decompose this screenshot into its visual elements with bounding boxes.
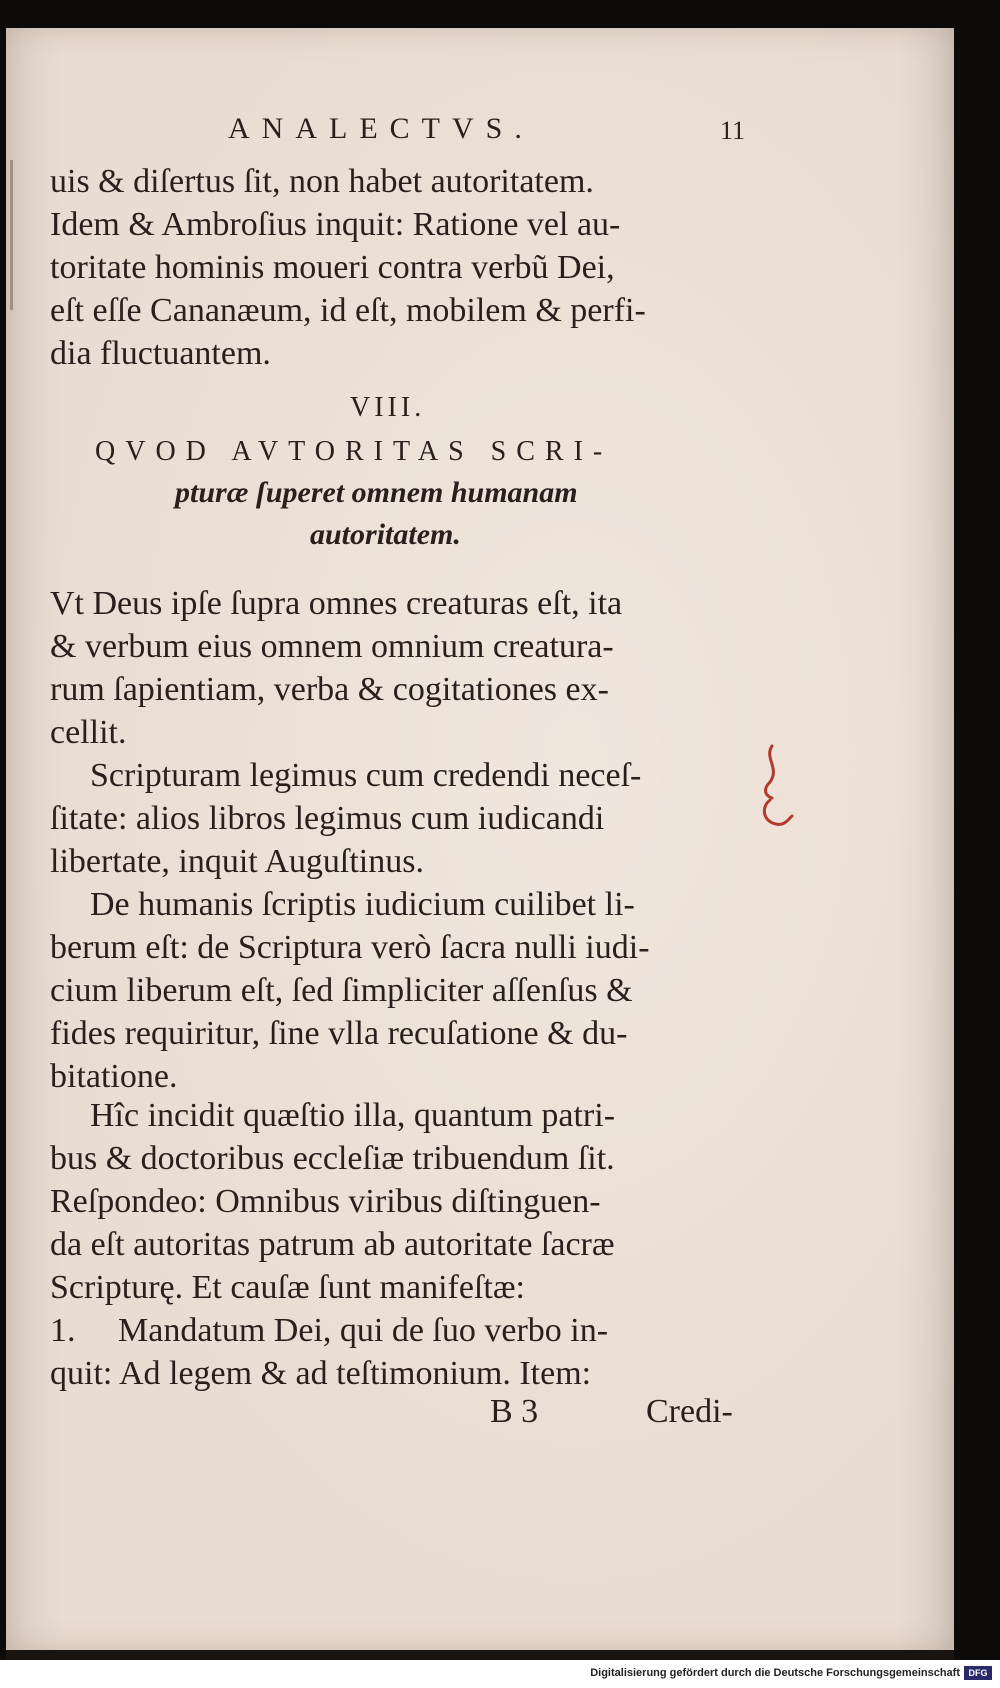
handwritten-bracket-mark: [758, 738, 798, 843]
binding-shadow: [10, 160, 13, 310]
page-edge: [6, 1650, 954, 1660]
text-line: Reſpondeo: Omnibus viribus diſtinguen-: [50, 1183, 601, 1220]
text-block-1: [50, 160, 750, 375]
text-line: fides requiritur, ſine vlla recuſatione & du-: [50, 1015, 628, 1052]
text-line: libertate, inquit Auguſtinus.: [50, 843, 424, 880]
folio-number: 11: [720, 116, 746, 145]
text-line: dia fluctuantem.: [50, 335, 271, 372]
text-line: Scripturam legimus cum credendi neceſ-: [90, 757, 642, 794]
signature-mark: B 3: [490, 1393, 539, 1430]
chapter-number: VIII.: [350, 392, 426, 423]
running-head: ANALECTVS.: [228, 112, 534, 145]
text-line: ſitate: alios libros legimus cum iudicandi: [50, 800, 605, 837]
chapter-subtitle: pturæ ſuperet omnem humanam: [175, 476, 578, 509]
text-block-5: [50, 1094, 750, 1395]
catchword: Credi-: [646, 1393, 733, 1430]
dfg-logo: DFG: [964, 1666, 992, 1680]
text-line: bitatione.: [50, 1058, 178, 1095]
text-line: cium liberum eſt, ſed ſimpliciter aſſenſus &: [50, 972, 633, 1009]
text-line: & verbum eius omnem omnium creatura-: [50, 628, 614, 665]
text-block-2: [50, 582, 750, 754]
text-line: De humanis ſcriptis iudicium cuilibet li-: [90, 886, 635, 923]
text-line: Vt Deus ipſe ſupra omnes creaturas eſt, ita: [50, 585, 623, 622]
text-block-4: [50, 883, 750, 1098]
text-line: Hîc incidit quæſtio illa, quantum patri-: [90, 1097, 616, 1134]
chapter-subtitle: autoritatem.: [310, 518, 461, 551]
text-line: Idem & Ambroſius inquit: Ratione vel au-: [50, 206, 621, 243]
text-line: Scripturę. Et cauſæ ſunt manifeſtæ:: [50, 1269, 525, 1306]
text-line: bus & doctoribus eccleſiæ tribuendum ſit.: [50, 1140, 615, 1177]
chapter-title: QVOD AVTORITAS SCRI-: [95, 436, 613, 467]
text-line: eſt eſſe Cananæum, id eſt, mobilem & perfi-: [50, 292, 646, 329]
text-line: quit: Ad legem & ad teſtimonium. Item:: [50, 1355, 592, 1392]
text-line: cellit.: [50, 714, 127, 751]
text-line: da eſt autoritas patrum ab autoritate ſacræ: [50, 1226, 615, 1263]
text-line: toritate hominis moueri contra verbũ Dei,: [50, 249, 615, 286]
text-line: rum ſapientiam, verba & cogitationes ex-: [50, 671, 609, 708]
footer-credit: Digitalisierung gefördert durch die Deutsche Forschungsgemeinschaft: [590, 1667, 960, 1679]
text-line: berum eſt: de Scriptura verò ſacra nulli iudi-: [50, 929, 650, 966]
text-line: 1. Mandatum Dei, qui de ſuo verbo in-: [50, 1312, 609, 1349]
text-line: uis & diſertus ſit, non habet autoritatem.: [50, 163, 594, 200]
text-block-3: [50, 754, 750, 883]
